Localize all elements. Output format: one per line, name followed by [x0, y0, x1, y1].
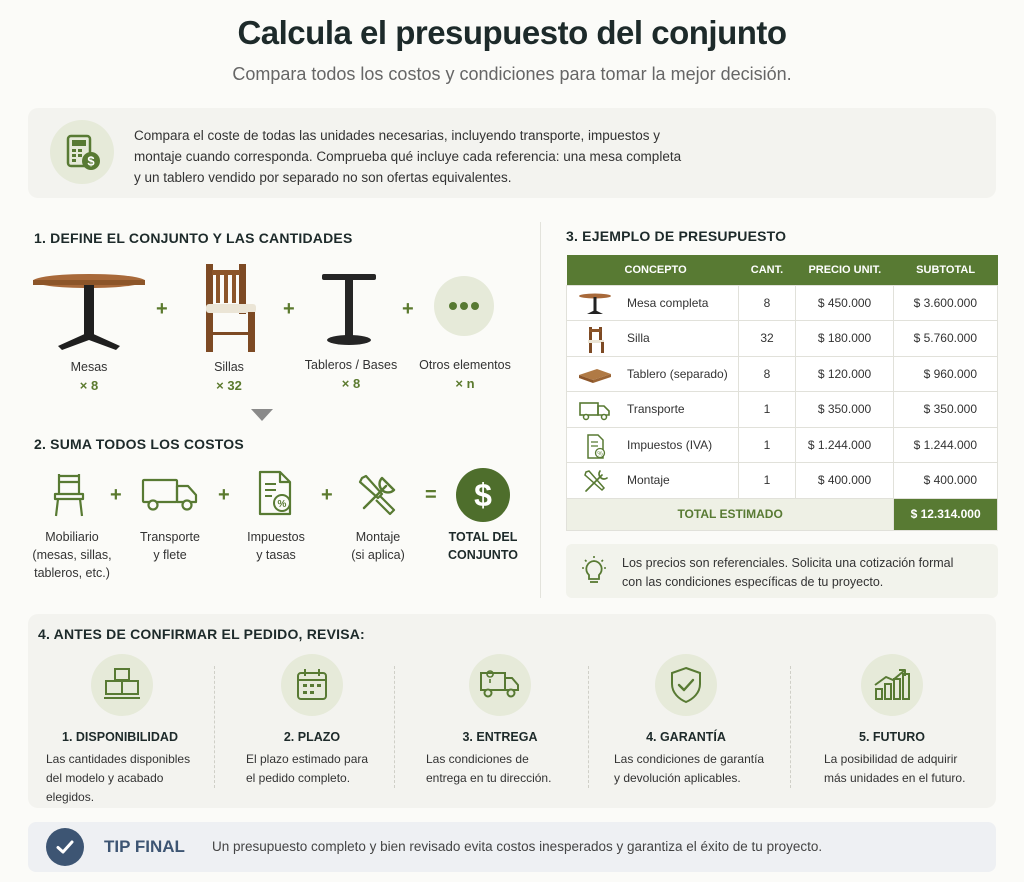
review-divider [214, 666, 215, 788]
tax-document-icon [256, 470, 296, 523]
cell-concept [567, 356, 739, 392]
more-dots-icon [434, 276, 494, 336]
svg-text:%: % [277, 499, 287, 510]
section4-heading: 4. ANTES DE CONFIRMAR EL PEDIDO, REVISA: [38, 626, 365, 642]
plus-sign: + [283, 298, 295, 320]
budget-table [566, 255, 998, 531]
review-desc [804, 750, 980, 788]
svg-text:$: $ [474, 477, 492, 513]
review-divider [790, 666, 791, 788]
check-circle-icon [46, 828, 84, 866]
review-item-futuro [804, 654, 980, 788]
cell-qty: 8 [738, 356, 796, 392]
cell-unit: $ 350.000 [796, 392, 894, 428]
cost-montaje [334, 528, 422, 564]
review-line: entrega en tu dirección. [426, 771, 552, 785]
item-tableros [296, 358, 406, 391]
table-row [567, 285, 998, 321]
review-divider [588, 666, 589, 788]
cell-unit: $ 1.244.000 [796, 427, 894, 463]
cell-unit: $ 450.000 [796, 285, 894, 321]
item-label: Mesas [70, 360, 108, 374]
review-title: 2. PLAZO [283, 730, 341, 744]
review-title: 1. DISPONIBILIDAD [62, 730, 178, 744]
table-total-row [567, 498, 998, 530]
cell-concept [567, 463, 739, 499]
item-mesas [40, 360, 138, 393]
cell-qty: 1 [738, 392, 796, 428]
chair-outline-icon [50, 470, 90, 523]
plus-sign: + [110, 484, 122, 506]
review-line: Las condiciones de garantía [614, 752, 765, 766]
wooden-chair-icon [200, 262, 260, 359]
review-line: y devolución aplicables. [614, 771, 741, 785]
cell-qty: 1 [738, 463, 796, 499]
cell-subtotal: $ 350.000 [894, 392, 998, 428]
review-line: Las condiciones de [426, 752, 529, 766]
cell-concept [567, 321, 739, 357]
item-label: Tableros / Bases [304, 358, 398, 372]
page-subtitle: Compara todos los costos y condiciones para tomar la mejor decisión. [232, 64, 792, 84]
page-title: Calcula el presupuesto del conjunto [237, 14, 787, 51]
tip-title: TIP FINAL [104, 837, 185, 856]
review-item-garantia [598, 654, 774, 788]
truck-icon [140, 474, 200, 519]
plus-sign: + [156, 298, 168, 320]
col-header: SUBTOTAL [894, 255, 998, 285]
cost-total [432, 528, 534, 564]
cost-label-line: y tasas [256, 548, 296, 562]
cell-concept [567, 285, 739, 321]
intro-line: montaje cuando corresponda. Comprueba qué incluye cada referencia: una mesa completa [134, 149, 682, 164]
intro-line: y un tablero vendido por separado no son ofertas equivalentes. [134, 170, 512, 185]
review-title: 3. ENTREGA [462, 730, 538, 744]
review-line: el pedido completo. [246, 771, 351, 785]
table-row [567, 321, 998, 357]
review-divider [394, 666, 395, 788]
cell-subtotal: $ 1.244.000 [894, 427, 998, 463]
intro-panel [28, 108, 996, 198]
cost-label-line: Transporte [140, 530, 200, 544]
item-label: Otros elementos [419, 358, 511, 372]
review-desc [412, 750, 588, 788]
section3-heading: 3. EJEMPLO DE PRESUPUESTO [566, 228, 787, 244]
review-title: 5. FUTURO [859, 730, 925, 744]
review-line: El plazo estimado para [246, 752, 369, 766]
review-line: La posibilidad de adquirir [824, 752, 958, 766]
equals-sign: = [425, 484, 437, 506]
cost-transporte [126, 528, 214, 564]
growth-chart-icon [861, 654, 923, 716]
cell-qty: 1 [738, 427, 796, 463]
cost-label-line: y flete [153, 548, 187, 562]
calendar-icon [281, 654, 343, 716]
cell-unit: $ 120.000 [796, 356, 894, 392]
review-item-disponibilidad [34, 654, 210, 807]
tools-icon [577, 469, 613, 493]
item-qty: × 8 [341, 376, 361, 391]
review-item-entrega [412, 654, 588, 788]
plus-sign: + [321, 484, 333, 506]
cost-label-line: (mesas, sillas, [32, 548, 112, 562]
cell-qty: 32 [738, 321, 796, 357]
truck-icon [577, 398, 613, 422]
cost-label-line: Montaje [355, 530, 401, 544]
table-icon [577, 292, 613, 316]
table-header-row [567, 255, 998, 285]
cell-subtotal: $ 3.600.000 [894, 285, 998, 321]
review-line: Las cantidades disponibles [46, 752, 191, 766]
section2-heading: 2. SUMA TODOS LOS COSTOS [34, 436, 244, 452]
review-item-plazo [224, 654, 400, 788]
cell-concept [567, 392, 739, 428]
section1-heading: 1. DEFINE EL CONJUNTO Y LAS CANTIDADES [34, 230, 353, 246]
tip-text: Un presupuesto completo y bien revisado evita costos inesperados y garantiza el éxito de tu proyecto. [212, 839, 823, 854]
cost-label-line: Impuestos [247, 530, 305, 544]
cell-qty: 8 [738, 285, 796, 321]
svg-text:$: $ [87, 153, 95, 169]
shield-check-icon [655, 654, 717, 716]
tools-icon [356, 472, 400, 521]
calculator-dollar-icon [50, 120, 114, 184]
tip-panel [28, 822, 996, 872]
review-line: del modelo y acabado [46, 771, 164, 785]
total-label: TOTAL ESTIMADO [567, 498, 894, 530]
cell-unit: $ 180.000 [796, 321, 894, 357]
svg-text:%: % [597, 451, 603, 457]
cell-text: Silla [627, 331, 650, 346]
note-line: con las condiciones específicas de tu proyecto. [622, 575, 884, 589]
item-sillas [180, 360, 278, 393]
column-divider [540, 222, 541, 598]
cell-subtotal: $ 960.000 [894, 356, 998, 392]
item-qty: × n [455, 376, 475, 391]
note-line: Los precios son referenciales. Solicita una cotización formal [622, 556, 954, 570]
total-value: $ 12.314.000 [894, 498, 998, 530]
cost-label-line: Mobiliario [45, 530, 99, 544]
review-desc [34, 750, 210, 807]
down-arrow-icon [251, 408, 273, 426]
cell-text: Tablero (separado) [627, 366, 728, 381]
review-desc [598, 750, 774, 788]
cost-label-line: TOTAL DEL [448, 530, 518, 544]
note-text [622, 554, 953, 592]
item-label: Sillas [214, 360, 244, 374]
cost-mobiliario [26, 528, 118, 582]
table-row [567, 427, 998, 463]
col-header: PRECIO UNIT. [796, 255, 894, 285]
col-header: CANT. [738, 255, 796, 285]
col-header: CONCEPTO [567, 255, 739, 285]
cell-concept [567, 427, 739, 463]
board-icon [577, 363, 613, 387]
delivery-truck-icon [469, 654, 531, 716]
table-row [567, 463, 998, 499]
plus-sign: + [402, 298, 414, 320]
cost-label-line: (si aplica) [351, 548, 405, 562]
lightbulb-icon [578, 555, 610, 592]
plus-sign: + [218, 484, 230, 506]
item-qty: × 32 [216, 378, 242, 393]
review-line: elegidos. [46, 790, 95, 804]
cost-label-line: tableros, etc.) [34, 566, 110, 580]
table-row [567, 356, 998, 392]
table-row [567, 392, 998, 428]
cell-text: Impuestos (IVA) [627, 437, 713, 452]
cell-subtotal: $ 5.760.000 [894, 321, 998, 357]
cell-text: Montaje [627, 473, 670, 488]
review-panel [28, 614, 996, 808]
dollar-circle-icon [456, 468, 510, 522]
cell-text: Transporte [627, 402, 685, 417]
chair-icon [577, 327, 613, 351]
review-line: más unidades en el futuro. [824, 771, 966, 785]
price-note [566, 544, 998, 598]
item-qty: × 8 [79, 378, 99, 393]
item-otros [412, 358, 518, 391]
boxes-icon [91, 654, 153, 716]
cell-subtotal: $ 400.000 [894, 463, 998, 499]
round-table-icon [32, 272, 146, 359]
cost-impuestos [232, 528, 320, 564]
intro-line: Compara el coste de todas las unidades necesarias, incluyendo transporte, impuestos y [134, 128, 661, 143]
review-title: 4. GARANTÍA [646, 730, 726, 744]
intro-text [134, 125, 714, 188]
tax-document-icon [577, 434, 613, 458]
table-base-icon [318, 272, 380, 353]
review-desc [224, 750, 400, 788]
cell-unit: $ 400.000 [796, 463, 894, 499]
cell-text: Mesa completa [627, 295, 709, 310]
cost-label-line: CONJUNTO [448, 548, 518, 562]
